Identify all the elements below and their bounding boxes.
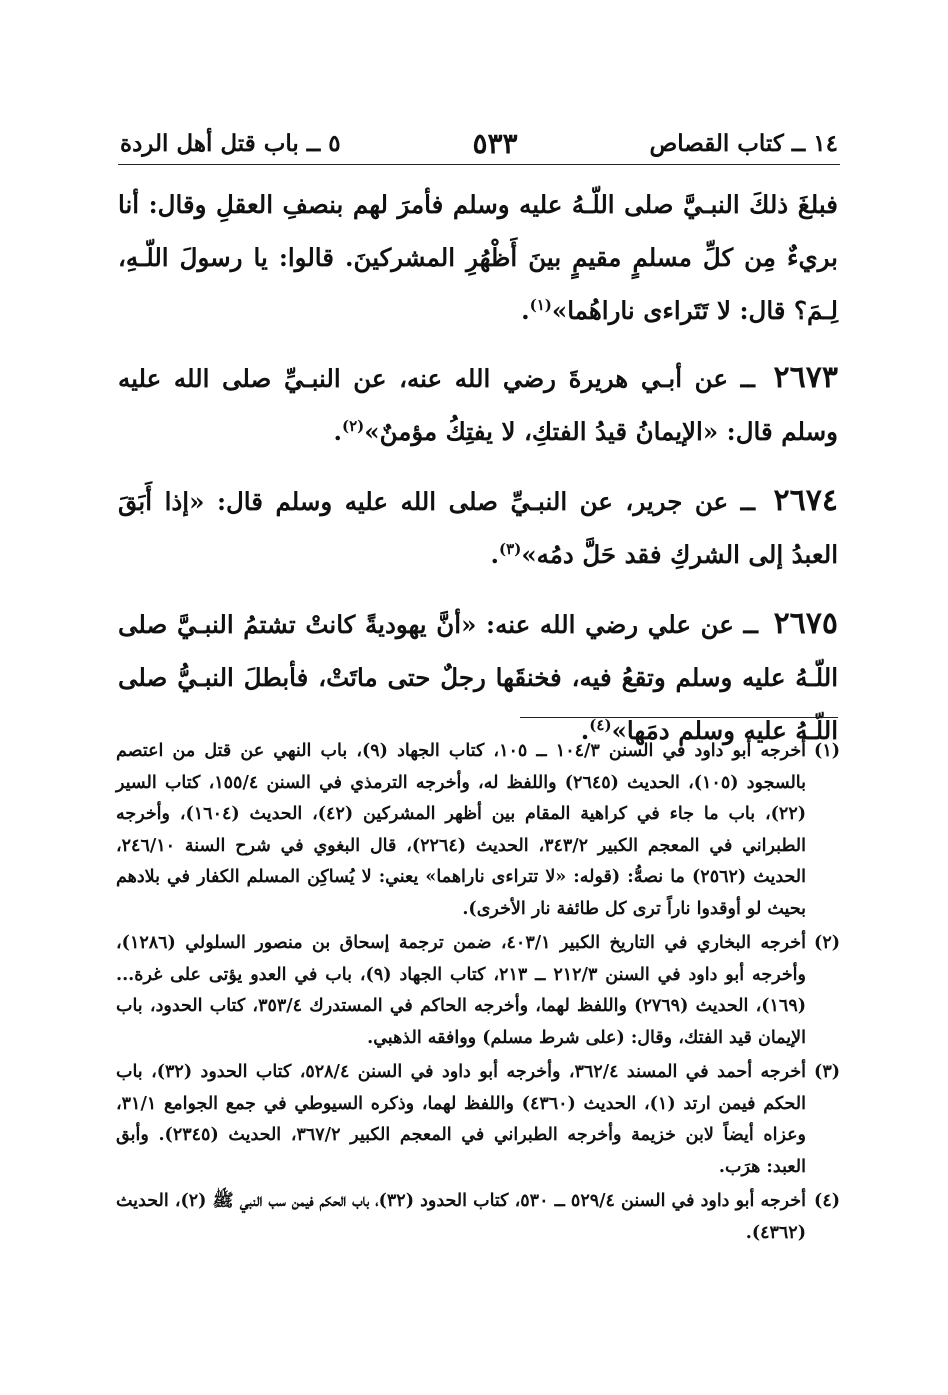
footnote-text: أخرجه أبو داود في السنن ١٠٤/٣ ــ ١٠٥، كتاب الجهاد (٩)، باب النهي عن قتل من اعتصم بالسجود (١٠٥)، الحديث (٢٦٤٥) واللفظ له، وأخرجه الترمذي في السنن ١٥٥/٤، كتاب السير (٢٢)، باب ما جاء في كراهية المقام بين أظهر المشركين (٤٢)، الحديث (١٦٠٤)، وأخرجه الطبراني في المعجم الكبير ٣٤٣/٢، الحديث (٢٢٦٤)، قال البغوي في شرح السنة ٢٤٦/١٠، الحديث (٢٥٦٢) ما نصهُّ: (قوله: «لا تتراءى ناراهما» يعني: لا يُساكِن المسلم الكفار في بلادهم بحيث لو أوقدوا ناراً ترى كل طائفة نار الأخرى). (116, 741, 807, 919)
footnotes (116, 736, 840, 1252)
footnote-number: (٤) (814, 1191, 840, 1211)
continuation-text: فبلغَ ذلكَ النبـيَّ صلى اللّـهُ عليه وسلم فأمرَ لهم بنصفِ العقلِ وقال: أنا بريءٌ مِن كلِّ مسلمٍ مقيمٍ بينَ أَظْهُرِ المشركينَ. قالوا: يا رسولَ اللّـهِ، لِـمَ؟ قال: لا تَتَراءى ناراهُما» (118, 190, 838, 325)
hadith-paragraph: ٢٦٧٣ ــ عن أبـي هريرةَ رضي الله عنه، عن النبـيِّ صلى الله عليه وسلم قال: «الإيمانُ قيدُ الفتكِ، لا يفتِكُ مؤمنٌ»$^{(٢)}$. (118, 360, 838, 446)
footnote-number: (٢) (814, 933, 840, 953)
main-text (118, 178, 838, 773)
footnote-ref: (٢) (342, 416, 365, 435)
hadith-text: ــ عن أبـي هريرةَ رضي الله عنه، عن النبـيِّ صلى الله عليه وسلم قال: «الإيمانُ قيدُ الفتكِ، لا يفتِكُ مؤمنٌ» (118, 364, 838, 446)
footnote (116, 1057, 840, 1183)
hadith-number: ٢٦٧٣ (773, 360, 838, 395)
footnote-text: أخرجه أحمد في المسند ٣٦٢/٤، وأخرجه أبو داود في السنن ٥٢٨/٤، كتاب الحدود (٣٢)، باب الحكم فيمن ارتد (١)، الحديث (٤٣٦٠) واللفظ لهما، وذكره السيوطي في جمع الجوامع ٣١/١، وعزاه أيضاً لابن خزيمة وأخرجه الطبراني في المعجم الكبير ٣٦٧/٢، الحديث (٢٣٤٥). وأبق العبد: هرَب. (116, 1062, 807, 1177)
page-number: ٥٣٣ (472, 126, 518, 160)
header-rule (118, 164, 840, 165)
footnote (116, 1186, 840, 1249)
hadith-number: ٢٦٧٥ (773, 606, 839, 641)
footnote-ref: (٤) (589, 715, 612, 734)
footnote-number: (١) (814, 741, 840, 761)
footnote (116, 736, 840, 925)
hadith-text: ــ عن علي رضي الله عنه: «أنَّ يهوديةً كانتْ تشتمُ النبـيَّ صلى اللّـهُ عليه وسلم وتقعُ فيه، فخنقَها رجلٌ حتى ماتَتْ، فأبطلَ النبـيُّ صلى اللّـهُ عليه وسلم دمَها» (118, 610, 838, 745)
footnote-text: أخرجه أبو داود في السنن ٥٢٩/٤ ــ ٥٣٠، كتاب الحدود (٣٢)، باب الحكم فيمن سب النبي ﷺ (٢)، الحديث (٤٣٦٢). (116, 1191, 806, 1243)
footnote-text: أخرجه البخاري في التاريخ الكبير ٤٠٣/١، ضمن ترجمة إسحاق بن منصور السلولي (١٢٨٦)، وأخرجه أبو داود في السنن ٢١٢/٣ ــ ٢١٣، كتاب الجهاد (٩)، باب في العدو يؤتى على غرة... (١٦٩)، الحديث (٢٧٦٩) واللفظ لهما، وأخرجه الحاكم في المستدرك ٣٥٣/٤، كتاب الحدود، باب الإيمان قيد الفتك، وقال: (على شرط مسلم) ووافقه الذهبي. (116, 933, 806, 1048)
header-book-title: ١٤ ــ كتاب القصاص (649, 129, 838, 157)
continuation-paragraph: فبلغَ ذلكَ النبـيَّ صلى اللّـهُ عليه وسلم فأمرَ لهم بنصفِ العقلِ وقال: أنا بريءٌ مِن كلِّ مسلمٍ مقيمٍ بينَ أَظْهُرِ المشركينَ. قالوا: يا رسولَ اللّـهِ، لِـمَ؟ قال: لا تَتَراءى ناراهُما»$^{(١)}$. (118, 190, 838, 325)
footnote-separator (520, 717, 838, 718)
hadith-text: ــ عن جرير، عن النبـيِّ صلى الله عليه وسلم قال: «إذا أَبَقَ العبدُ إلى الشركِ فقد حَلَّ دمُه» (118, 487, 838, 569)
running-header (120, 124, 838, 162)
footnote (116, 928, 840, 1054)
header-chapter-title: ٥ ــ باب قتل أهل الردة (120, 129, 341, 157)
hadith-paragraph: ٢٦٧٤ ــ عن جرير، عن النبـيِّ صلى الله عليه وسلم قال: «إذا أَبَقَ العبدُ إلى الشركِ فقد حَلَّ دمُه»$^{(٣)}$. (118, 483, 838, 569)
hadith-paragraph: ٢٦٧٥ ــ عن علي رضي الله عنه: «أنَّ يهوديةً كانتْ تشتمُ النبـيَّ صلى اللّـهُ عليه وسلم وتقعُ فيه، فخنقَها رجلٌ حتى ماتَتْ، فأبطلَ النبـيُّ صلى اللّـهُ عليه وسلم دمَها»$^{(٤)}$. (118, 606, 839, 745)
hadith-number: ٢٦٧٤ (773, 483, 838, 518)
footnote-number: (٣) (814, 1062, 840, 1082)
footnote-ref: (١) (529, 295, 552, 314)
footnote-ref: (٣) (499, 539, 522, 558)
